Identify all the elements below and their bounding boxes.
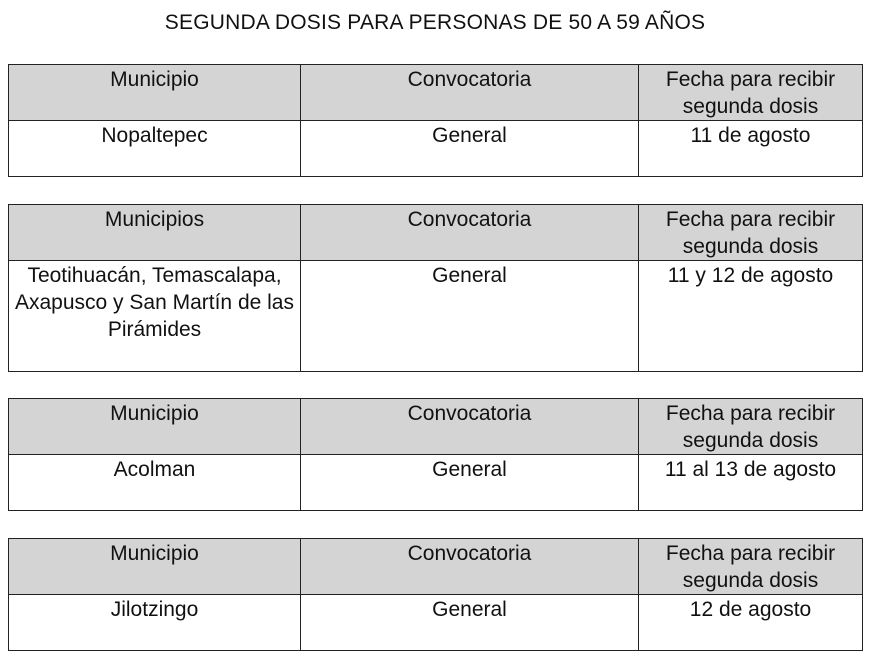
cell-convocatoria: General [301,595,639,651]
header-fecha: Fecha para recibir segunda dosis [639,539,863,595]
header-row [9,539,863,595]
header-convocatoria: Convocatoria [301,399,639,455]
cell-convocatoria: General [301,121,639,177]
cell-municipio: Acolman [9,455,301,511]
header-municipio: Municipio [9,399,301,455]
schedule-table [8,64,863,177]
page-title: SEGUNDA DOSIS PARA PERSONAS DE 50 A 59 AÑOS [164,11,706,34]
table-row [9,595,863,651]
cell-fecha: 11 al 13 de agosto [639,455,863,511]
header-convocatoria: Convocatoria [301,205,639,261]
schedule-table [8,398,863,511]
header-municipio: Municipio [9,539,301,595]
header-row [9,205,863,261]
cell-convocatoria: General [301,455,639,511]
header-fecha: Fecha para recibir segunda dosis [639,399,863,455]
table-row [9,455,863,511]
cell-municipio: Teotihuacán, Temascalapa, Axapusco y San Martín de las Pirámides [9,261,301,372]
schedule-table [8,204,863,372]
cell-fecha: 11 y 12 de agosto [639,261,863,372]
cell-fecha: 11 de agosto [639,121,863,177]
header-convocatoria: Convocatoria [301,539,639,595]
header-row [9,399,863,455]
cell-fecha: 12 de agosto [639,595,863,651]
header-row [9,65,863,121]
schedule-table [8,538,863,651]
header-convocatoria: Convocatoria [301,65,639,121]
table-row [9,261,863,372]
header-fecha: Fecha para recibir segunda dosis [639,65,863,121]
header-municipio: Municipios [9,205,301,261]
cell-municipio: Nopaltepec [9,121,301,177]
cell-municipio: Jilotzingo [9,595,301,651]
header-fecha: Fecha para recibir segunda dosis [639,205,863,261]
cell-convocatoria: General [301,261,639,372]
table-row [9,121,863,177]
header-municipio: Municipio [9,65,301,121]
